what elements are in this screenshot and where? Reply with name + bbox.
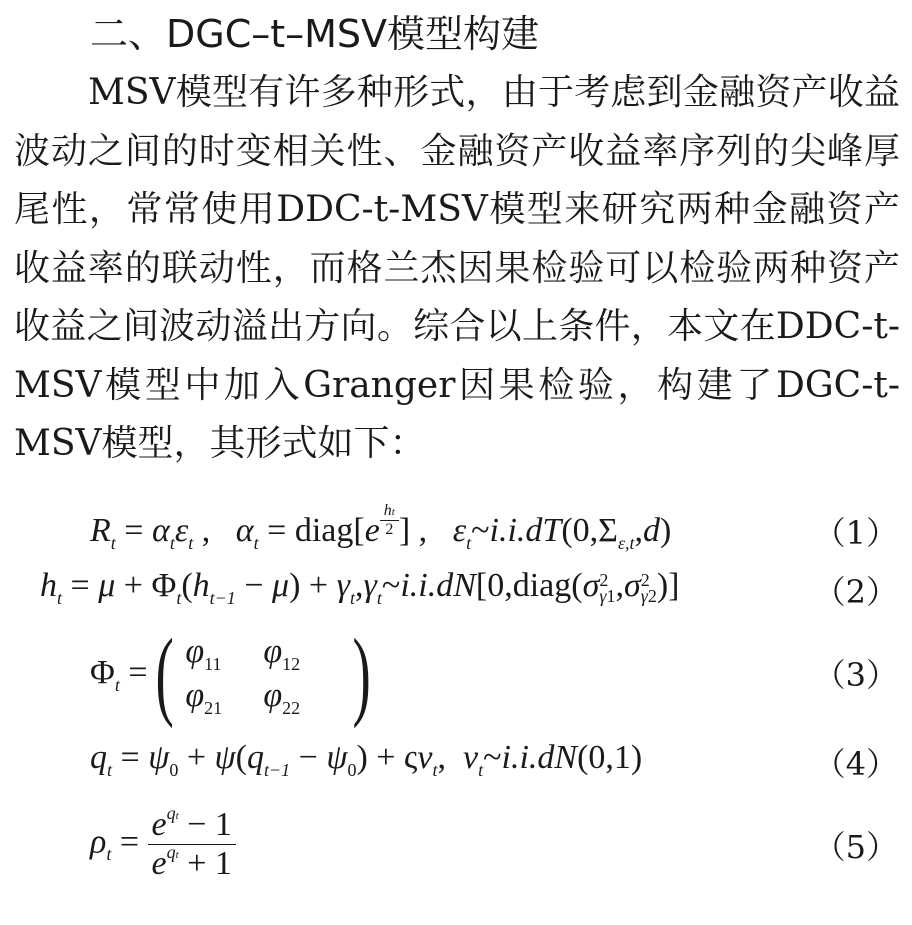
equation-3: $\Phi_t$ = ( $\varphi_{11}$ $\varphi_{12}$ $\varphi_{21}$ $\varphi_{22}$ ) （3） [90, 618, 898, 729]
phi-matrix: ( $\varphi_{11}$ $\varphi_{12}$ $\varphi_{21}$ $\varphi_{22}$ ) [155, 618, 372, 729]
equation-number: （5） [813, 828, 898, 866]
matrix-cell: $\varphi_{11}$ [185, 633, 222, 674]
matrix-cell: $\varphi_{21}$ [185, 677, 223, 718]
equation-number: （2） [813, 573, 898, 611]
equation-number: （1） [813, 514, 898, 552]
equation-number: （3） [813, 656, 898, 694]
equation-4: $q_t = \psi_0 + \psi(q_{t-1} - \psi_0) + \varsigma\nu_t$, $\nu_t\sim i.i.dN(0,1)$ （4） [90, 739, 898, 783]
matrix-cell: $\varphi_{12}$ [263, 633, 301, 674]
equation-5: $\rho_t$ = $\frac{e^{qt} - 1}{e^{qt} + 1}$ （5） [90, 803, 898, 882]
equation-2: $h_t = \mu + \Phi_t(h_{t-1} - \mu)$ + $\gamma_t,\gamma_t\sim i.i.dN[0,diag(\sigma$ 2 γ1 ,σ 2 γ2 )] （2） [40, 567, 898, 611]
body-paragraph: MSV模型有许多种形式，由于考虑到金融资产收益波动之间的时变相关性、金融资产收益率序列的尖峰厚尾性，常常使用DDC-t-MSV模型来研究两种金融资产收益率的联动性，而格兰杰因果检验可以检验两种资产收益之间波动溢出方向。综合以上条件，本文在DDC-t-MSV模型中加入Granger因果检验，构建了DGC-t-MSV模型，其形式如下： [14, 72, 900, 464]
equation-1: $R_t = \alpha_t\varepsilon_t$ , $\alpha_t$ = diag[e $^{\frac{ht}{2}}$ ] , $\varepsilon_t\sim i.i.dT(0,\Sigma_{\varepsilon,t},d)$ （1） [90, 502, 898, 553]
matrix-cell: $\varphi_{22}$ [263, 677, 301, 718]
section-heading: 二、DGC–t–MSV模型构建 [90, 12, 540, 56]
equation-number: （4） [813, 745, 898, 783]
